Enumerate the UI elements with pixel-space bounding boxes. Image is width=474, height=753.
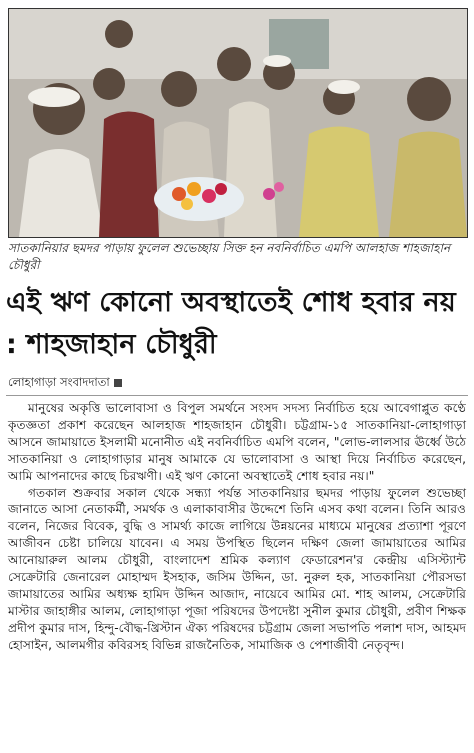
article-body <box>8 400 466 654</box>
body-paragraph-2: গতকাল শুক্রবার সকাল থেকে সন্ধ্যা পর্যন্ত সাতকানিয়ার ছমদর পাড়ায় ফুলেল শুভেচ্ছা জানাতে আসা নেতাকর্মী, সমর্থক ও এলাকাবাসীর উদ্দেশে তিনি এসব কথা বলেন। তিনি আরও বলেন, নিজের বিবেক, বুদ্ধি ও সামর্থ্য কাজে লাগিয়ে উন্নয়নের মাধ্যমে মানুষের প্রত্যাশা পূরণে আজীবন চেষ্টা চালিয়ে যাবেন। এ সময় উপস্থিত ছিলেন দক্ষিণ জেলা জামায়াতের আমির আনোয়ারুল আলম চৌধুরী, বাংলাদেশ শ্রমিক কল্যাণ ফেডারেশন'র কেন্দ্রীয় এসিস্ট্যান্ট সেক্রেটারি জেনারেল মোহাম্মদ ইসহাক, জসিম উদ্দিন, ডা. নুরুল হক, সাতকানিয়া পৌরসভা জামায়াতের আমির অধ্যক্ষ হামিদ উদ্দিন আজাদ, নায়েবে আমির মো. শাহ আলম, সেক্রেটারি মাস্টার জাহাঙ্গীর আলম, লোহাগাড়া পূজা পরিষদের উপদেষ্টা সুনীল কুমার চৌধুরী, প্রবীণ শিক্ষক প্রদীপ কুমার দাস, হিন্দু-বৌদ্ধ-খ্রিস্টান ঐক্য পরিষদের চট্টগ্রাম জেলা সভাপতি পলাশ দাস, আহমদ হোসাইন, আলমগীর কবিরসহ বিভিন্ন রাজনৈতিক, সামাজিক ও পেশাজীবী নেতৃবৃন্দ। <box>8 485 466 652</box>
headline: এই ঋণ কোনো অবস্থাতেই শোধ হবার নয় : শাহজাহান চৌধুরী <box>6 287 456 360</box>
byline <box>8 374 122 393</box>
photo-caption: সাতকানিয়ার ছমদর পাড়ায় ফুলেল শুভেচ্ছায় সিক্ত হন নবনির্বাচিত এমপি আলহাজ শাহজাহান চৌধুরী <box>8 241 451 272</box>
body-paragraph-1: মানুষের অকৃত্তি ভালোবাসা ও বিপুল সমর্থনে সংসদ সদস্য নির্বাচিত হয়ে আবেগাপ্লুত কণ্ঠে কৃতজ্ঞতা প্রকাশ করেছেন আলহাজ শাহজাহান চৌধুরী। চট্টগ্রাম-১৫ সাতকানিয়া-লোহাগাড়া আসনে জামায়াতে ইসলামী মনোনীত এই নবনির্বাচিত এমপি বলেন, "লোভ-লালসার ঊর্ধ্বে উঠে সাতকানিয়া ও লোহাগাড়ার মানুষ আমাকে যে ভালোবাসা ও আস্থা দিয়ে নির্বাচিত করেছেন, আমি আপনাদের কাছে চিরঋণী। এই ঋণ কোনো অবস্থাতেই শোধ হবার নয়।" <box>8 401 466 483</box>
news-photo-icon <box>9 9 467 237</box>
divider <box>6 395 468 396</box>
news-photo <box>8 8 468 238</box>
byline-square-icon <box>114 379 122 387</box>
byline-text: লোহাগাড়া সংবাদদাতা <box>8 375 110 389</box>
